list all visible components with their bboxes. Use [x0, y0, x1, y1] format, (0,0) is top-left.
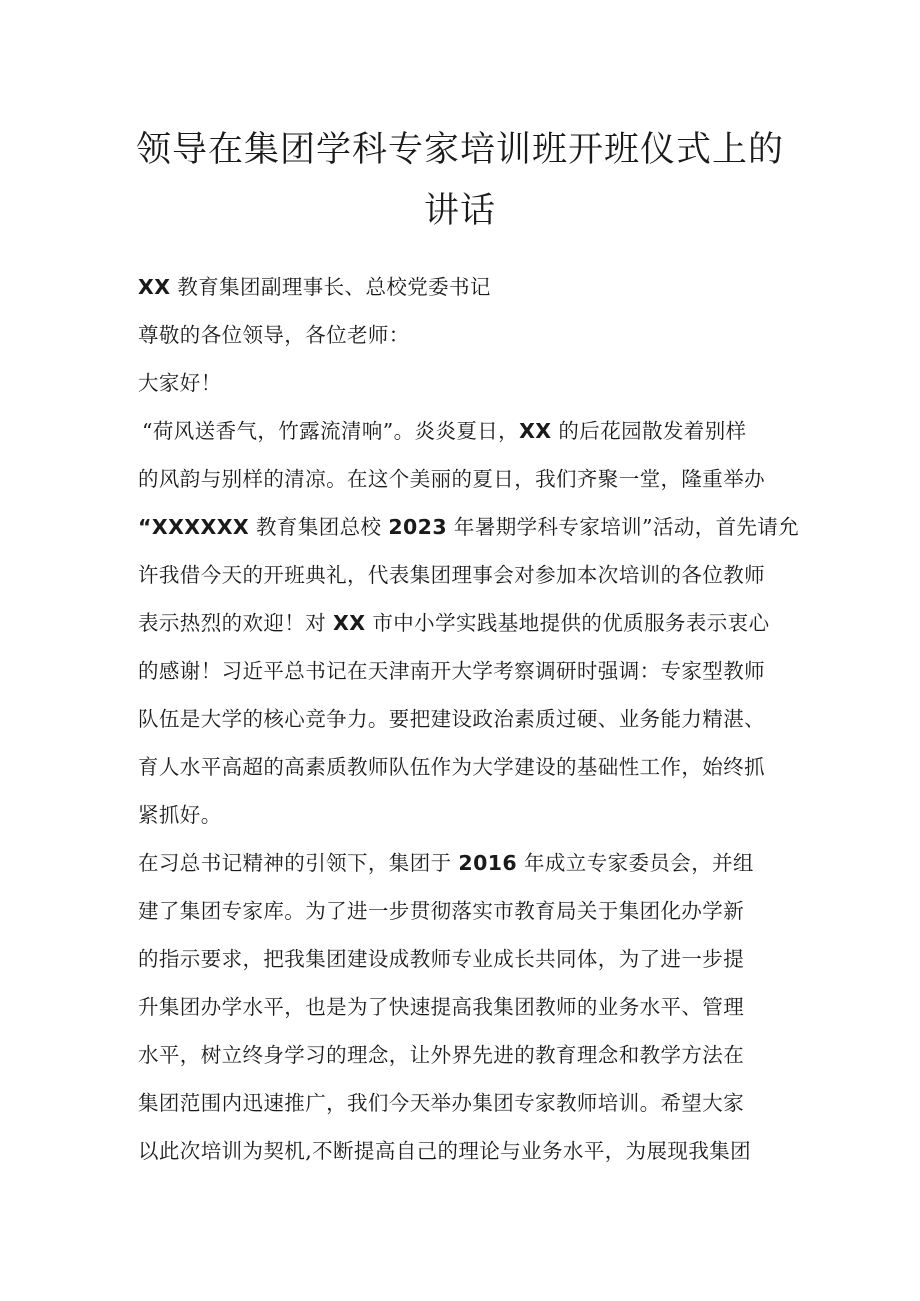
document-title-line-2: 讲话 [423, 191, 496, 231]
document-title-line-1: 领导在集团学科专家培训班开班仪式上的 [135, 130, 784, 170]
p1-l3-text-d: 年暑期学科专家培训”活动，首先请允 [447, 515, 800, 539]
paragraph-1-line-3 [138, 510, 799, 540]
speaker-title: 教育集团副理事长、总校党委书记 [170, 275, 491, 299]
paragraph-2-line-3: 的指示要求，把我集团建设成教师专业成长共同体，为了进一步提 [138, 947, 745, 971]
p1-l1-text-a: “荷风送香气，竹露流清响”。炎炎夏日， [142, 419, 520, 443]
paragraph-1-line-7: 队伍是大学的核心竞争力。要把建设政治素质过硬、业务能力精湛、 [138, 707, 765, 731]
paragraph-2-line-1 [138, 846, 754, 876]
p2-l1-text-c: 年成立专家委员会，并组 [517, 851, 754, 875]
paragraph-1-line-2: 的风韵与别样的清凉。在这个美丽的夏日，我们齐聚一堂，隆重举办 [138, 467, 765, 491]
paragraph-1-line-5 [138, 606, 769, 636]
paragraph-2-line-4: 升集团办学水平，也是为了快速提高我集团教师的业务水平、管理 [138, 995, 745, 1019]
p1-l3-text-b: 教育集团总校 [249, 515, 389, 539]
paragraph-2-line-5: 水平，树立终身学习的理念，让外界先进的教育理念和教学方法在 [138, 1043, 745, 1067]
p1-l1-code: XX [519, 419, 552, 443]
paragraph-1-line-4: 许我借今天的开班典礼，代表集团理事会对参加本次培训的各位教师 [138, 563, 765, 587]
speaker-org-code: XX [138, 275, 171, 299]
paragraph-2-line-7: 以此次培训为契机,不断提高自己的理论与业务水平，为展现我集团 [138, 1139, 752, 1163]
salutation: 尊敬的各位领导，各位老师： [138, 323, 410, 347]
paragraph-2-line-6: 集团范围内迅速推广，我们今天举办集团专家教师培训。希望大家 [138, 1091, 745, 1115]
paragraph-1-line-6: 的感谢！习近平总书记在天津南开大学考察调研时强调：专家型教师 [138, 659, 765, 683]
p1-l5-text-c: 市中小学实践基地提供的优质服务表示衷心 [365, 611, 770, 635]
p2-l1-text-a: 在习总书记精神的引领下，集团于 [138, 851, 459, 875]
p2-l1-year: 2016 [458, 851, 518, 875]
paragraph-1-line-9: 紧抓好。 [138, 803, 222, 827]
p1-l5-code: XX [333, 611, 366, 635]
p1-l3-code: “XXXXXX [138, 515, 250, 539]
paragraph-1-line-8: 育人水平高超的高素质教师队伍作为大学建设的基础性工作，始终抓 [138, 755, 765, 779]
p1-l5-text-a: 表示热烈的欢迎！对 [138, 611, 334, 635]
p1-l3-year: 2023 [388, 515, 447, 539]
paragraph-1-line-1 [142, 414, 747, 444]
p1-l1-text-c: 的后花园散发着别样 [551, 419, 747, 443]
paragraph-2-line-2: 建了集团专家库。为了进一步贯彻落实市教育局关于集团化办学新 [138, 899, 745, 923]
greeting: 大家好！ [138, 371, 222, 395]
speaker-line [138, 270, 491, 300]
